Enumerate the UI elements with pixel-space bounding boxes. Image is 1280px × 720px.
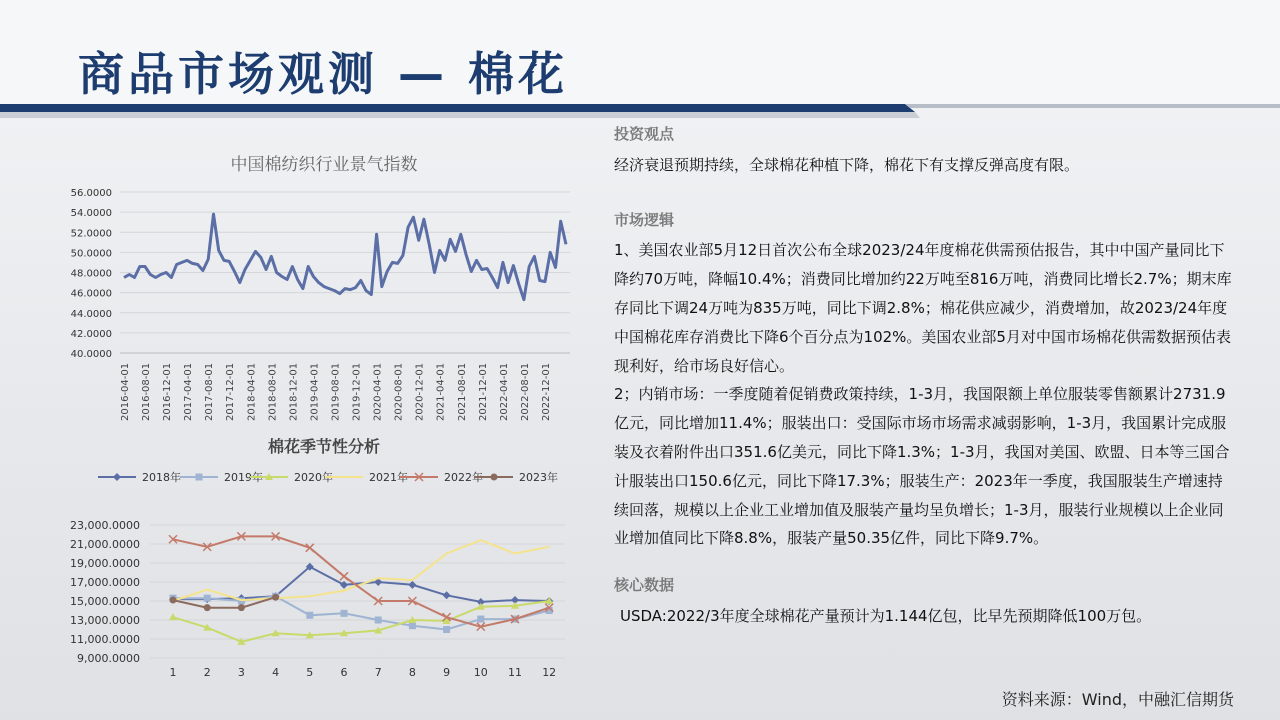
market-logic-text-1: 1、美国农业部5月12日首次公布全球2023/24年度棉花供需预估报告，其中中国产量同比下降约70万吨，降幅10.4%；消费同比增加约22万吨至816万吨，消费同比增长2.7%；期末库存同比下调24万吨为835万吨，同比下调2.8%；棉花供应减少，消费增加，故2023/24年度中国棉花库存消费比下降6个百分点为102%。美国农业部5月对中国市场棉花供需数据预估表现利好，给市场良好信心。: [614, 241, 1232, 375]
chart2-point: [204, 595, 211, 602]
chart1-x-tick-label: 2019-12-01: [351, 362, 363, 421]
chart2-x-tick-label: 11: [508, 666, 522, 679]
chart2-x-tick-label: 8: [408, 666, 416, 679]
chart2-point: [375, 617, 382, 624]
chart2-point: [272, 594, 279, 601]
chart2-y-tick-label: 21,000.0000: [70, 538, 140, 551]
chart1-x-tick-label: 2022-08-01: [519, 362, 531, 421]
chart1-x-tick-label: 2022-04-01: [498, 362, 510, 421]
chart1-y-tick-label: 52.0000: [70, 228, 112, 240]
chart1-x-tick-label: 2019-08-01: [330, 362, 342, 421]
chart2-legend-label: 2022年: [444, 471, 483, 484]
chart2-point: [170, 597, 177, 604]
core-data-text: USDA:2022/3年度全球棉花产量预计为1.144亿包，比早先预期降低100万包。: [620, 606, 1152, 625]
chart2-y-tick-label: 11,000.0000: [70, 633, 140, 646]
chart1-x-tick-label: 2016-04-01: [120, 362, 131, 421]
chart1-x-tick-label: 2021-08-01: [456, 362, 468, 421]
chart2-legend-label: 2018年: [142, 471, 181, 484]
chart1-x-tick-label: 2020-08-01: [393, 362, 405, 421]
chart2-point: [477, 616, 484, 623]
investment-view-text: 经济衰退预期持续，全球棉花种植下降，棉花下有支撑反弹高度有限。: [614, 155, 1080, 174]
chart1-x-tick-label: 2018-08-01: [267, 362, 279, 421]
chart2-y-ticks: [70, 519, 140, 665]
chart2-x-ticks: [170, 666, 557, 679]
chart2-y-tick-label: 17,000.0000: [70, 576, 140, 589]
chart2-point: [306, 612, 313, 619]
chart1-x-tick-label: 2022-12-01: [540, 362, 552, 421]
chart2-point: [196, 474, 203, 481]
chart1-x-tick-label: 2017-04-01: [183, 362, 195, 421]
chart2-point: [409, 622, 416, 629]
cotton-index-chart: [0, 140, 600, 430]
chart1-y-tick-label: 40.0000: [70, 349, 112, 360]
chart2-y-tick-label: 23,000.0000: [70, 519, 140, 532]
section-core-data: 核心数据: [614, 576, 675, 595]
chart1-x-tick-label: 2019-04-01: [309, 362, 321, 421]
chart2-title: 棉花季节性分析: [267, 437, 381, 456]
chart1-x-tick-label: 2017-12-01: [225, 362, 237, 421]
chart2-x-tick-label: 3: [237, 666, 245, 679]
chart1-x-tick-label: 2016-12-01: [162, 362, 174, 421]
chart2-legend-label: 2021年: [369, 471, 408, 484]
chart2-y-tick-label: 15,000.0000: [70, 595, 140, 608]
analysis-panel: [614, 120, 1234, 631]
chart1-y-tick-label: 42.0000: [70, 328, 112, 340]
section-market-logic: 市场逻辑: [614, 210, 675, 229]
chart1-title: 中国棉纺织行业景气指数: [230, 155, 418, 175]
chart2-series-group: [169, 532, 553, 644]
chart2-x-tick-label: 7: [374, 666, 382, 679]
chart2-y-tick-label: 9,000.0000: [77, 652, 140, 665]
chart2-point: [341, 610, 348, 617]
section-investment-view: 投资观点: [614, 125, 675, 143]
data-source: 资料来源：Wind，中融汇信期货: [1001, 690, 1234, 709]
chart1-y-tick-label: 56.0000: [70, 188, 112, 199]
chart1-x-tick-label: 2020-12-01: [414, 362, 426, 421]
page-title: 商品市场观测 — 棉花: [78, 47, 569, 101]
chart2-point: [491, 474, 498, 481]
chart1-y-tick-label: 44.0000: [70, 308, 112, 320]
chart2-point: [443, 626, 450, 633]
chart1-y-tick-label: 46.0000: [70, 288, 112, 300]
chart2-point: [340, 572, 348, 580]
chart2-point: [169, 613, 177, 620]
chart2-x-tick-label: 4: [272, 666, 280, 679]
chart1-x-ticks: [120, 353, 570, 421]
chart2-x-tick-label: 10: [473, 666, 488, 679]
chart1-series-line: [124, 214, 566, 300]
chart2-x-tick-label: 2: [203, 666, 211, 679]
chart2-point: [443, 591, 451, 599]
chart1-y-tick-label: 48.0000: [70, 268, 112, 280]
chart2-legend-label: 2020年: [294, 471, 333, 484]
chart2-x-tick-label: 1: [169, 666, 177, 679]
chart2-x-tick-label: 12: [542, 666, 557, 679]
chart1-y-ticks: [71, 188, 112, 360]
chart2-legend-label: 2023年: [519, 471, 558, 484]
chart1-y-tick-label: 54.0000: [70, 208, 112, 220]
cotton-seasonal-chart: [0, 430, 600, 690]
chart2-x-tick-label: 9: [443, 666, 451, 679]
chart2-x-tick-label: 6: [340, 666, 348, 679]
chart2-x-tick-label: 5: [306, 666, 314, 679]
chart1-grid: [120, 192, 570, 353]
chart1-x-tick-label: 2020-04-01: [372, 362, 384, 421]
chart1-x-tick-label: 2021-04-01: [435, 362, 447, 421]
chart2-legend: [98, 470, 558, 484]
chart1-x-tick-label: 2017-08-01: [204, 362, 216, 421]
chart1-x-tick-label: 2018-04-01: [246, 362, 258, 421]
chart2-point: [238, 604, 245, 611]
chart2-series-line: [173, 540, 549, 601]
chart1-y-tick-label: 50.0000: [70, 248, 112, 260]
chart2-point: [113, 473, 121, 481]
chart2-point: [204, 604, 211, 611]
chart2-legend-label: 2019年: [224, 471, 263, 484]
chart1-x-tick-label: 2016-08-01: [141, 362, 153, 421]
chart1-x-tick-label: 2018-12-01: [288, 362, 300, 421]
chart1-x-tick-label: 2021-12-01: [477, 362, 489, 421]
chart2-y-tick-label: 13,000.0000: [70, 614, 140, 627]
chart2-y-tick-label: 19,000.0000: [70, 557, 140, 570]
market-logic-text-2: 2；内销市场：一季度随着促销费政策持续，1-3月，我国限额上单位服装零售额累计2731.9亿元，同比增加11.4%；服装出口：受国际市场市场需求减弱影响，1-3月，我国累计完成服装及衣着附件出口351.6亿美元，同比下降1.3%；1-3月，我国对美国、欧盟、日本等三国合计服装出口150.6亿元，同比下降17.3%；服装生产：2023年一季度，我国服装生产增速持续回落，规模以上企业工业增加值及服装产量均呈负增长；1-3月，服装行业规模以上企业同业增加值同比下降8.8%，服装产量50.35亿件，同比下降9.7%。: [614, 385, 1230, 548]
